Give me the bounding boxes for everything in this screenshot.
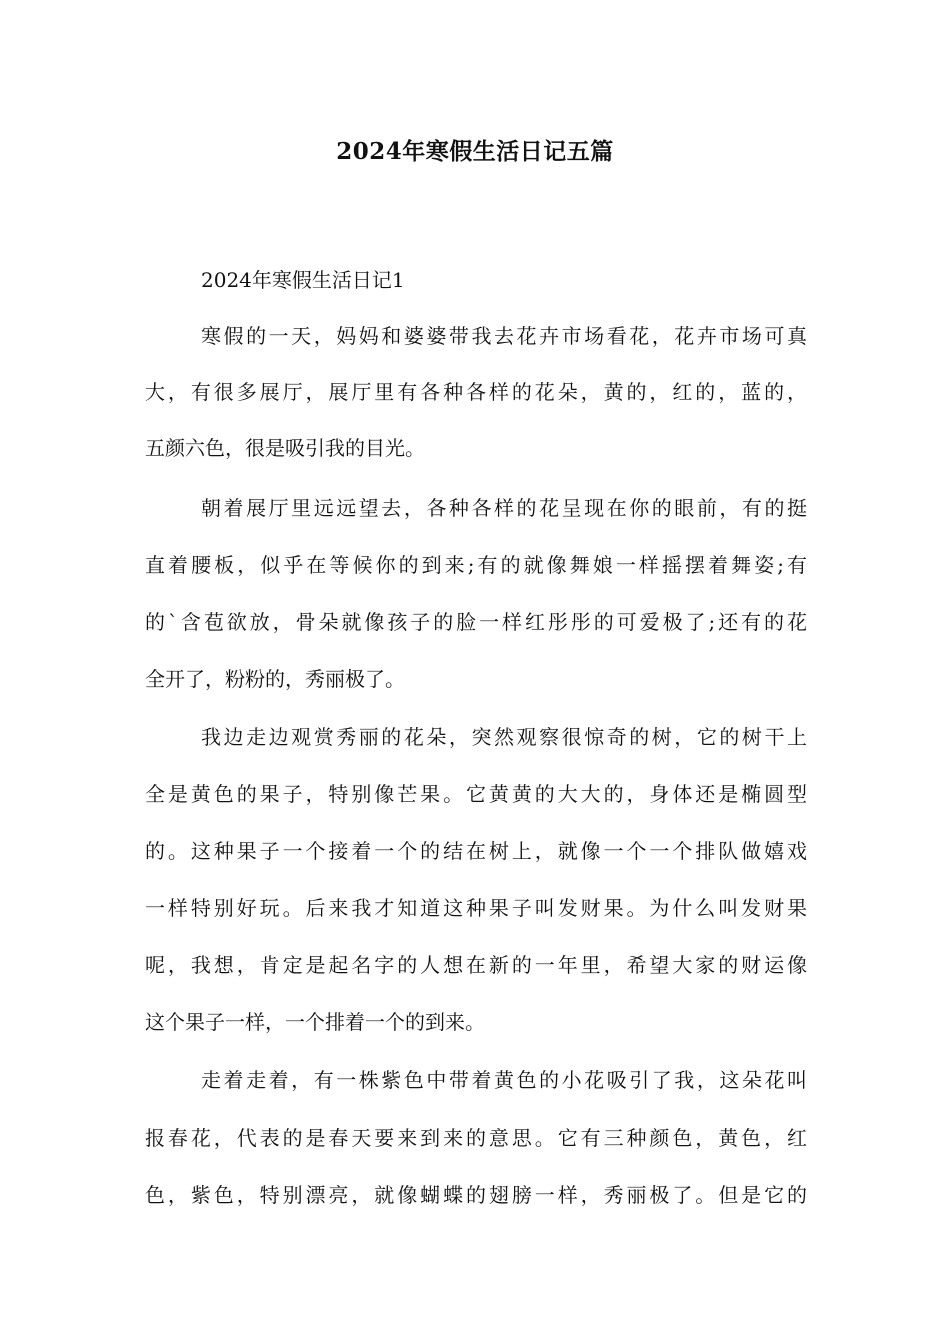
paragraph-3-line-5: 呢，我想，肯定是起名字的人想在新的一年里，希望大家的财运像 [145,953,807,977]
paragraph-2-line-1: 朝着展厅里远远望去，各种各样的花呈现在你的眼前，有的挺 [201,496,807,520]
paragraph-1-line-1: 寒假的一天，妈妈和婆婆带我去花卉市场看花，花卉市场可真 [201,324,807,348]
paragraph-1-line-2: 大，有很多展厅，展厅里有各种各样的花朵，黄的，红的，蓝的， [145,380,807,404]
paragraph-2-line-4: 全开了，粉粉的，秀丽极了。 [145,667,405,691]
paragraph-3-line-2: 全是黄色的果子，特别像芒果。它黄黄的大大的，身体还是椭圆型 [145,782,807,806]
paragraph-3-line-6: 这个果子一样，一个排着一个的到来。 [145,1010,485,1034]
paragraph-1-line-3: 五颜六色，很是吸引我的目光。 [145,436,425,460]
paragraph-4-line-3: 色，紫色，特别漂亮，就像蝴蝶的翅膀一样，秀丽极了。但是它的 [145,1183,807,1207]
document-title: 2024年寒假生活日记五篇 [336,138,614,165]
section-heading: 2024年寒假生活日记1 [201,268,405,292]
paragraph-2-line-2: 直着腰板，似乎在等候你的到来;有的就像舞娘一样摇摆着舞姿;有 [145,553,807,577]
paragraph-4-line-1: 走着走着，有一株紫色中带着黄色的小花吸引了我，这朵花叫 [201,1068,807,1092]
paragraph-3-line-3: 的。这种果子一个接着一个的结在树上，就像一个一个排队做嬉戏 [145,839,807,863]
paragraph-4-line-2: 报春花，代表的是春天要来到来的意思。它有三种颜色，黄色，红 [145,1126,807,1150]
paragraph-3-line-1: 我边走边观赏秀丽的花朵，突然观察很惊奇的树，它的树干上 [201,725,807,749]
paragraph-2-line-3: 的`含苞欲放，骨朵就像孩子的脸一样红彤彤的可爱极了;还有的花 [145,610,807,634]
paragraph-3-line-4: 一样特别好玩。后来我才知道这种果子叫发财果。为什么叫发财果 [145,896,807,920]
